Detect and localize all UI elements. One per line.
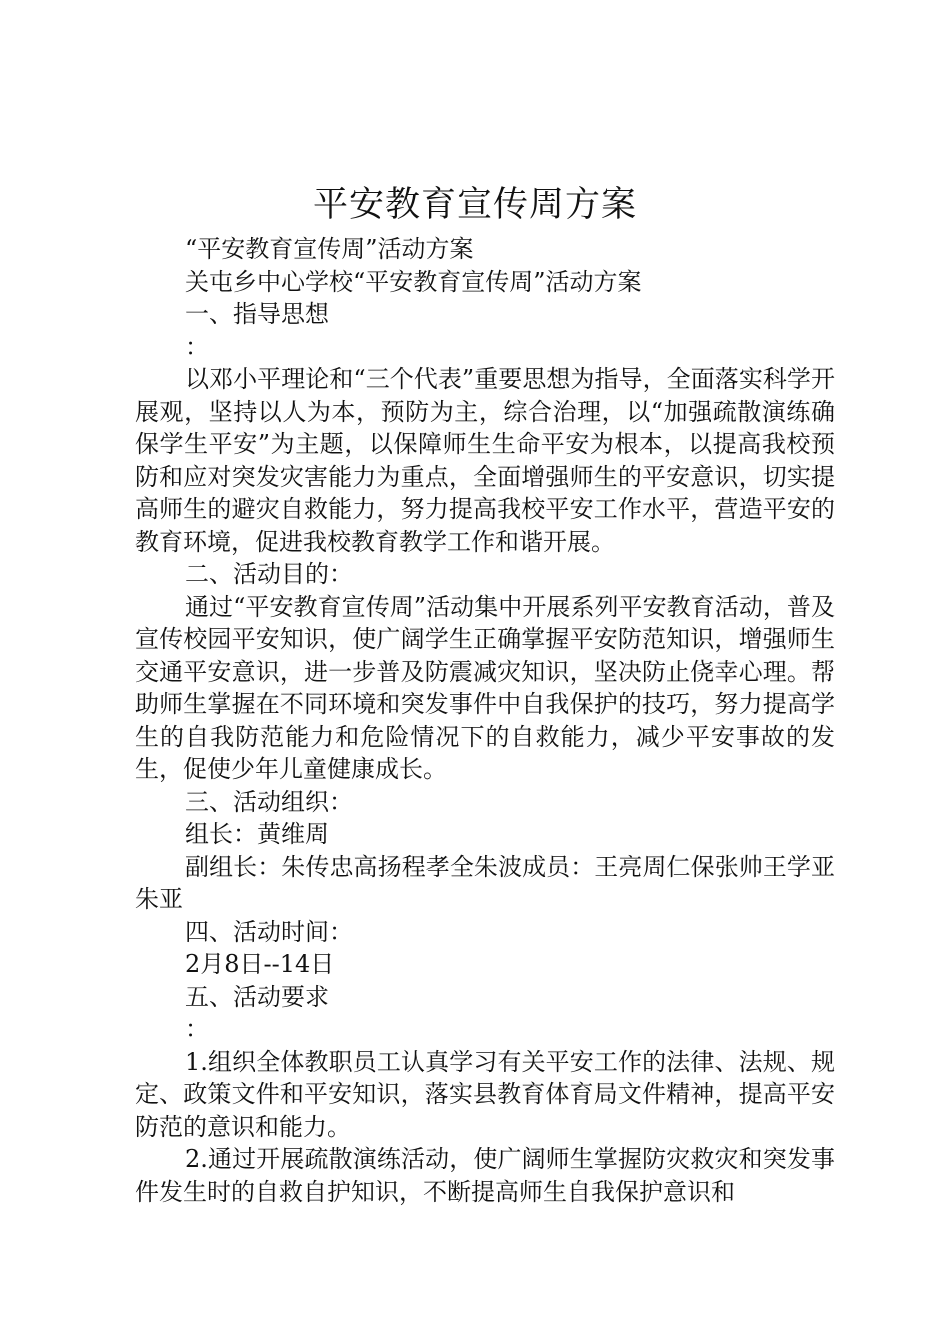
- paragraph-requirement-2: 2.通过开展疏散演练活动，使广阔师生掌握防灾救灾和突发事件发生时的自救自护知识，不断提高师生自我保护意识和: [135, 1145, 835, 1206]
- section-heading-guiding-thought: 一、指导思想: [185, 300, 329, 328]
- paragraph-group-leader: 组长：黄维周: [185, 820, 329, 848]
- document-title: 平安教育宣传周方案: [312, 185, 637, 225]
- paragraph-time: 2月8日--14日: [185, 950, 335, 978]
- subtitle-line: “平安教育宣传周”活动方案: [185, 235, 474, 263]
- section-heading-time: 四、活动时间：: [185, 917, 353, 946]
- section-heading-purpose: 二、活动目的：: [185, 560, 353, 588]
- section-heading-requirements: 五、活动要求: [185, 982, 329, 1011]
- subtitle-school-line: 关屯乡中心学校“平安教育宣传周”活动方案: [185, 267, 642, 296]
- paragraph-guiding-thought: 以邓小平理论和“三个代表”重要思想为指导，全面落实科学开展观，坚持以人为本，预防为主，综合治理，以“加强疏散演练确保学生平安”为主题，以保障师生生命平安为根本，以提高我校预防和应对突发灾害能力为重点，全面增强师生的平安意识，切实提高师生的避灾自救能力，努力提高我校平安工作水平，营造平安的教育环境，促进我校教育教学工作和谐开展。: [135, 365, 835, 556]
- paragraph-deputy-leaders: 副组长：朱传忠高扬程孝全朱波成员：王亮周仁保张帅王学亚朱亚: [135, 852, 835, 913]
- colon-line: ：: [185, 332, 209, 361]
- document-body: [135, 233, 835, 1208]
- paragraph-requirement-1: 1.组织全体教职员工认真学习有关平安工作的法律、法规、规定、政策文件和平安知识，落实县教育体育局文件精神，提高平安防范的意识和能力。: [135, 1047, 835, 1141]
- paragraph-purpose: 通过“平安教育宣传周”活动集中开展系列平安教育活动，普及宣传校园平安知识，使广阔学生正确掌握平安防范知识，增强师生交通平安意识，进一步普及防震减灾知识，坚决防止侥幸心理。帮助师生掌握在不同环境和突发事件中自我保护的技巧，努力提高学生的自我防范能力和危险情况下的自救能力，减少平安事故的发生，促使少年儿童健康成长。: [135, 592, 835, 783]
- section-heading-organization: 三、活动组织：: [185, 787, 353, 816]
- colon-line: ：: [185, 1015, 209, 1043]
